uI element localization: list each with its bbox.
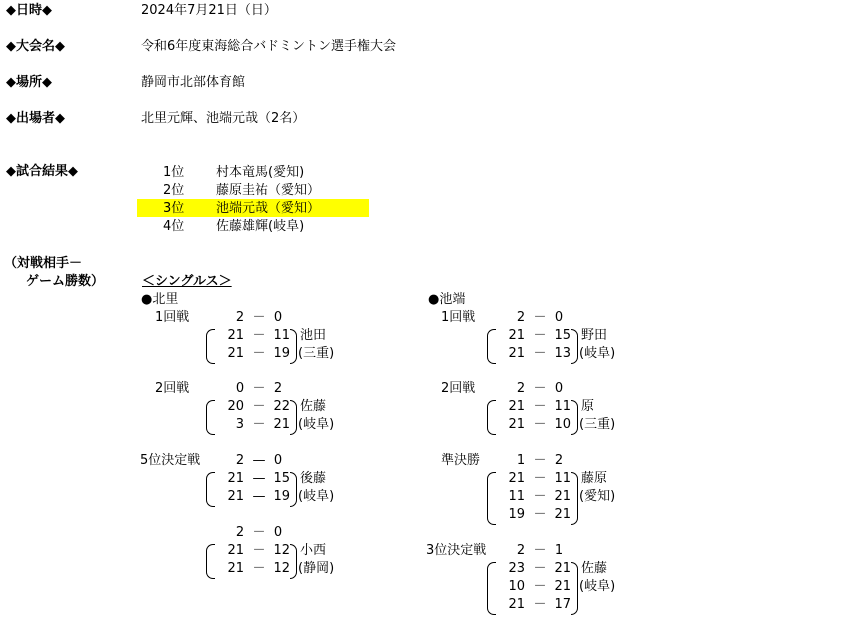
total-games-a: 2 — [235, 310, 245, 325]
total-dash: － — [533, 381, 547, 396]
opponent-prefecture: (岐阜) — [298, 417, 335, 432]
bracket-right — [571, 329, 578, 364]
game-dash: － — [533, 328, 547, 343]
opponents-label-line1: （対戦相手－ — [4, 256, 83, 271]
total-dash: － — [533, 453, 547, 468]
game-dash: － — [252, 561, 266, 576]
opponent-prefecture: (愛知) — [579, 489, 616, 504]
round-label: 2回戦 — [155, 381, 190, 396]
total-games-a: 2 — [516, 310, 526, 325]
total-games-b: 0 — [273, 525, 283, 540]
total-games-a: 2 — [235, 453, 245, 468]
game-dash: － — [533, 346, 547, 361]
singles-title: ＜シングルス＞ — [142, 274, 232, 289]
bracket-right — [571, 400, 578, 435]
opponent-prefecture: (岐阜) — [579, 346, 616, 361]
bracket-left — [487, 472, 496, 525]
total-dash: － — [533, 310, 547, 325]
results-label: ◆試合結果◆ — [6, 164, 78, 179]
game-score-a: 21 — [227, 561, 244, 576]
opponent-name: 池田 — [300, 328, 327, 343]
total-games-b: 0 — [554, 310, 564, 325]
game-score-b: 19 — [273, 346, 290, 361]
date-label: ◆日時◆ — [6, 3, 52, 18]
game-score-a: 11 — [508, 489, 525, 504]
bracket-left — [206, 472, 215, 507]
round-label: 1回戦 — [441, 310, 476, 325]
game-score-b: 21 — [554, 507, 571, 522]
game-dash: － — [533, 471, 547, 486]
opponent-prefecture: (三重) — [298, 346, 335, 361]
venue-value: 静岡市北部体育館 — [141, 75, 246, 90]
game-score-a: 21 — [227, 543, 244, 558]
total-dash: － — [533, 543, 547, 558]
game-dash: － — [533, 579, 547, 594]
opponent-name: 後藤 — [300, 471, 327, 486]
result-rank: 4位 — [163, 219, 185, 234]
game-score-a: 21 — [227, 489, 244, 504]
game-score-a: 3 — [235, 417, 244, 432]
opponent-prefecture: (岐阜) — [579, 579, 616, 594]
game-dash: － — [252, 543, 266, 558]
game-dash: － — [533, 417, 547, 432]
total-games-b: 2 — [554, 453, 564, 468]
bracket-left — [487, 400, 496, 435]
opponent-prefecture: (岐阜) — [298, 489, 335, 504]
opponent-prefecture: (三重) — [579, 417, 616, 432]
round-label: 準決勝 — [441, 453, 481, 468]
game-dash: － — [533, 561, 547, 576]
opponent-prefecture: (静岡) — [298, 561, 335, 576]
opponent-name: 原 — [581, 399, 595, 414]
game-score-b: 17 — [554, 597, 571, 612]
round-label: 2回戦 — [441, 381, 476, 396]
game-score-a: 21 — [227, 471, 244, 486]
opponent-name: 佐藤 — [581, 561, 608, 576]
opponent-name: 野田 — [581, 328, 608, 343]
opponent-name: 藤原 — [581, 471, 608, 486]
left-player-name: ●北里 — [141, 292, 179, 307]
bracket-left — [487, 562, 496, 615]
game-score-b: 22 — [273, 399, 290, 414]
game-score-a: 21 — [227, 328, 244, 343]
bracket-right — [571, 562, 578, 615]
game-score-a: 21 — [227, 346, 244, 361]
total-games-a: 2 — [235, 525, 245, 540]
game-score-a: 21 — [508, 328, 525, 343]
total-dash: － — [252, 381, 266, 396]
result-name: 池端元哉（愛知） — [216, 201, 321, 216]
bracket-right — [290, 544, 297, 579]
game-score-b: 15 — [554, 328, 571, 343]
total-games-a: 2 — [516, 543, 526, 558]
venue-label: ◆場所◆ — [6, 75, 52, 90]
game-score-a: 20 — [227, 399, 244, 414]
game-score-b: 11 — [273, 328, 290, 343]
event-value: 令和6年度東海総合バドミントン選手権大会 — [141, 39, 397, 54]
players-label: ◆出場者◆ — [6, 111, 65, 126]
total-dash: － — [252, 525, 266, 540]
opponent-name: 小西 — [300, 543, 327, 558]
bracket-right — [571, 472, 578, 525]
game-dash: － — [533, 399, 547, 414]
date-value: 2024年7月21日（日） — [141, 3, 277, 18]
total-games-a: 2 — [516, 381, 526, 396]
game-score-b: 21 — [554, 561, 571, 576]
total-games-b: 0 — [273, 310, 283, 325]
bracket-left — [487, 329, 496, 364]
game-dash: － — [533, 507, 547, 522]
game-dash: — — [252, 471, 266, 486]
game-score-b: 15 — [273, 471, 290, 486]
bracket-right — [290, 400, 297, 435]
players-value: 北里元輝、池端元哉（2名） — [141, 111, 306, 126]
game-dash: － — [533, 597, 547, 612]
bracket-right — [290, 472, 297, 507]
total-games-a: 1 — [516, 453, 526, 468]
result-name: 藤原圭祐（愛知） — [216, 183, 321, 198]
game-dash: — — [252, 489, 266, 504]
game-score-a: 21 — [508, 597, 525, 612]
game-score-b: 12 — [273, 543, 290, 558]
bracket-left — [206, 329, 215, 364]
bracket-right — [290, 329, 297, 364]
game-score-b: 19 — [273, 489, 290, 504]
game-score-a: 10 — [508, 579, 525, 594]
event-label: ◆大会名◆ — [6, 39, 65, 54]
game-dash: － — [252, 328, 266, 343]
game-score-a: 21 — [508, 399, 525, 414]
game-score-a: 19 — [508, 507, 525, 522]
right-player-name: ●池端 — [428, 292, 466, 307]
result-rank: 3位 — [163, 201, 185, 216]
game-score-a: 23 — [508, 561, 525, 576]
round-label: 1回戦 — [155, 310, 190, 325]
game-dash: － — [533, 489, 547, 504]
game-score-b: 21 — [554, 579, 571, 594]
total-games-b: 2 — [273, 381, 283, 396]
result-rank: 1位 — [163, 165, 185, 180]
game-score-a: 21 — [508, 417, 525, 432]
game-score-a: 21 — [508, 471, 525, 486]
total-games-b: 1 — [554, 543, 564, 558]
result-rank: 2位 — [163, 183, 185, 198]
total-dash: — — [252, 453, 266, 468]
game-score-b: 10 — [554, 417, 571, 432]
round-label: 5位決定戦 — [140, 453, 201, 468]
total-dash: － — [252, 310, 266, 325]
bracket-left — [206, 544, 215, 579]
round-label: 3位決定戦 — [426, 543, 487, 558]
opponent-name: 佐藤 — [300, 399, 327, 414]
result-name: 佐藤雄輝(岐阜) — [216, 219, 305, 234]
total-games-b: 0 — [554, 381, 564, 396]
game-score-b: 21 — [273, 417, 290, 432]
total-games-b: 0 — [273, 453, 283, 468]
game-dash: － — [252, 399, 266, 414]
total-games-a: 0 — [235, 381, 245, 396]
game-dash: － — [252, 417, 266, 432]
game-score-b: 11 — [554, 399, 571, 414]
game-score-b: 13 — [554, 346, 571, 361]
game-score-b: 11 — [554, 471, 571, 486]
game-score-b: 12 — [273, 561, 290, 576]
game-score-b: 21 — [554, 489, 571, 504]
game-score-a: 21 — [508, 346, 525, 361]
result-name: 村本竜馬(愛知) — [216, 165, 305, 180]
game-dash: － — [252, 346, 266, 361]
opponents-label-line2: ゲーム勝数） — [26, 274, 105, 289]
bracket-left — [206, 400, 215, 435]
